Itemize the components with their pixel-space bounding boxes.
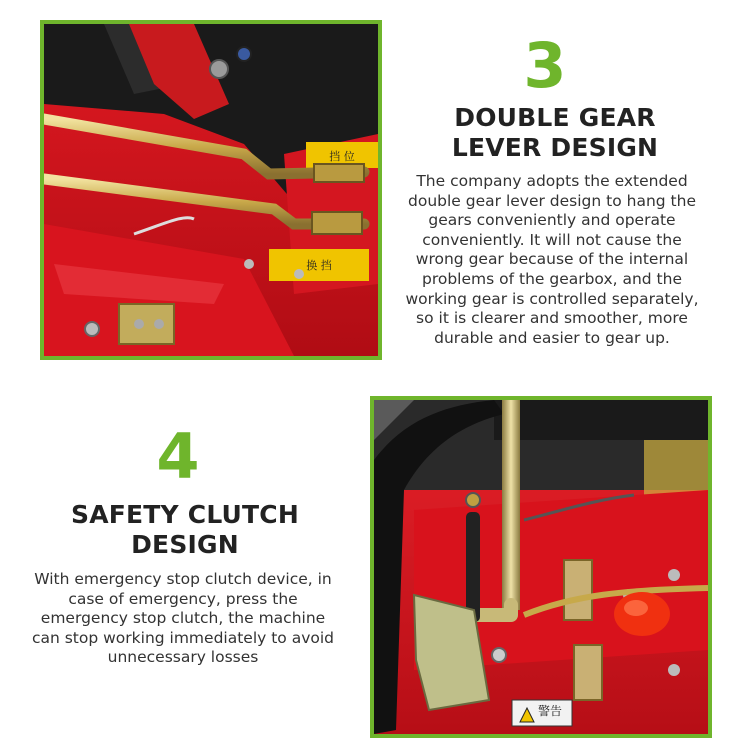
feature-4-title-line2: DESIGN (131, 530, 239, 559)
svg-text:挡 位: 挡 位 (329, 150, 355, 163)
feature-4-number: 4 (156, 420, 200, 493)
feature-3-title (420, 103, 690, 163)
safety-clutch-photo (370, 396, 712, 738)
feature-3-description: The company adopts the extended double gear lever design to hang the gears conveniently and operate conveniently. It will not cause the wrong gear because of the internal problems of the gearbox, and the working gear is controlled separately, so it is clearer and smoother, more durable and easier to gear up. (405, 172, 699, 347)
gear-lever-illustration (44, 24, 378, 356)
svg-text:换 挡: 换 挡 (306, 259, 332, 272)
feature-4-title (55, 500, 315, 560)
safety-clutch-illustration (374, 400, 708, 734)
feature-3-title-line1: DOUBLE GEAR (454, 103, 656, 132)
feature-3-number: 3 (523, 29, 567, 102)
warning-label-text: 警告 (538, 704, 563, 718)
feature-4-title-line1: SAFETY CLUTCH (71, 500, 299, 529)
feature-3-title-line2: LEVER DESIGN (451, 133, 659, 162)
feature-4-description: With emergency stop clutch device, in case of emergency, press the emergency stop clutch, the machine can stop working immediately to avoid unnecessary losses (31, 570, 335, 667)
gear-lever-photo (40, 20, 382, 360)
